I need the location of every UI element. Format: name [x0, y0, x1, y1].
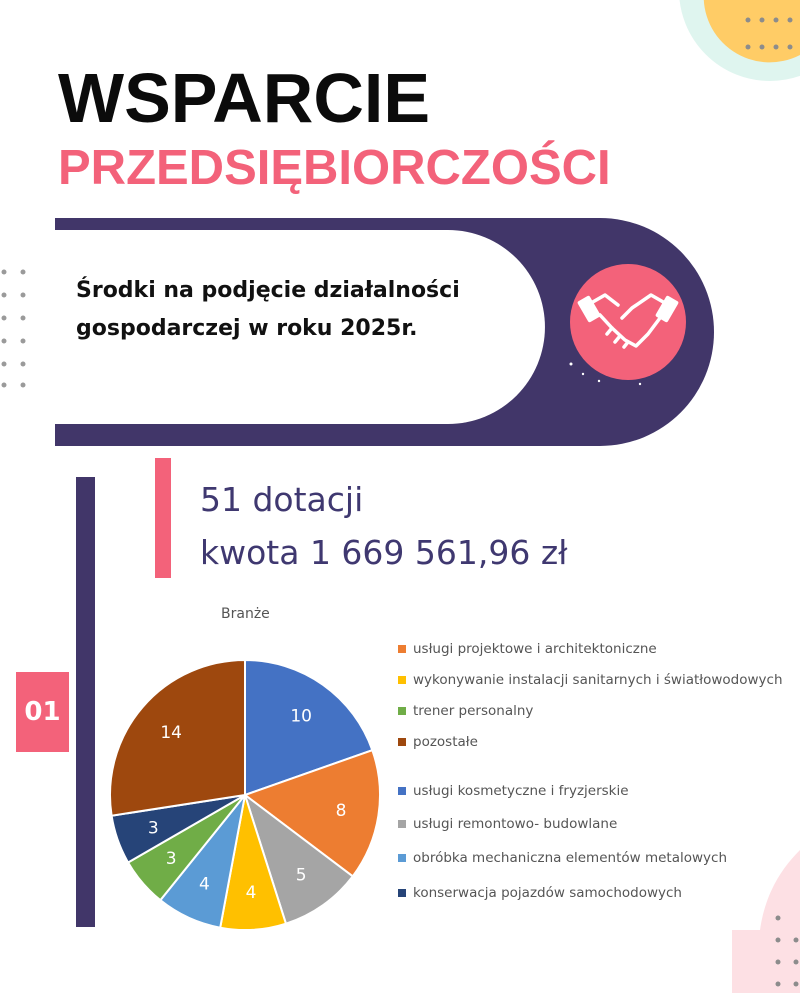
legend-swatch	[398, 645, 406, 653]
vertical-bar	[76, 477, 95, 927]
legend-item	[398, 734, 478, 750]
grants-count: 51 dotacji	[200, 480, 364, 519]
page-title: WSPARCIE	[58, 59, 431, 137]
legend-item	[398, 850, 727, 866]
legend-swatch	[398, 854, 406, 862]
chart-title: Branże	[221, 606, 270, 622]
banner-shape	[0, 0, 800, 460]
legend-swatch	[398, 820, 406, 828]
pie-label-5: 3	[165, 849, 177, 870]
legend-label: usługi projektowe i architektoniczne	[413, 641, 657, 657]
legend-label: usługi kosmetyczne i fryzjerskie	[413, 783, 629, 799]
pie-label-2: 5	[295, 865, 307, 886]
legend-item	[398, 672, 783, 688]
legend-item	[398, 885, 682, 901]
legend-label: obróbka mechaniczna elementów metalowych	[413, 850, 728, 866]
pie-label-1: 8	[335, 800, 347, 821]
pie-label-0: 10	[290, 706, 312, 727]
section-number: 01	[16, 672, 69, 752]
grants-amount: kwota 1 669 561,96 zł	[200, 533, 568, 572]
legend-item	[398, 783, 629, 799]
legend-swatch	[398, 738, 406, 746]
legend-swatch	[398, 676, 406, 684]
pie-label-3: 4	[245, 883, 257, 904]
legend-swatch	[398, 707, 406, 715]
legend-label: wykonywanie instalacji sanitarnych i światłowodowych	[413, 672, 783, 688]
page-subtitle: PRZEDSIĘBIORCZOŚCI	[58, 141, 611, 195]
legend-swatch	[398, 889, 406, 897]
legend-item	[398, 641, 657, 657]
legend-item	[398, 703, 533, 719]
legend-swatch	[398, 787, 406, 795]
legend-label: pozostałe	[413, 734, 478, 750]
banner-text: Środki na podjęcie działalności gospodarczej w roku 2025r.	[76, 278, 460, 341]
legend-label: konserwacja pojazdów samochodowych	[413, 885, 682, 901]
legend-label: trener personalny	[413, 703, 534, 719]
pie-label-4: 4	[198, 874, 210, 895]
handshake-icon	[570, 264, 686, 380]
legend-item	[398, 816, 617, 832]
legend-label: usługi remontowo- budowlane	[413, 816, 618, 832]
accent-bar	[155, 458, 171, 578]
decor-bottom-right	[720, 850, 800, 993]
pie-label-7: 14	[160, 722, 183, 743]
pie-label-6: 3	[147, 818, 159, 839]
pie-chart	[100, 650, 390, 940]
